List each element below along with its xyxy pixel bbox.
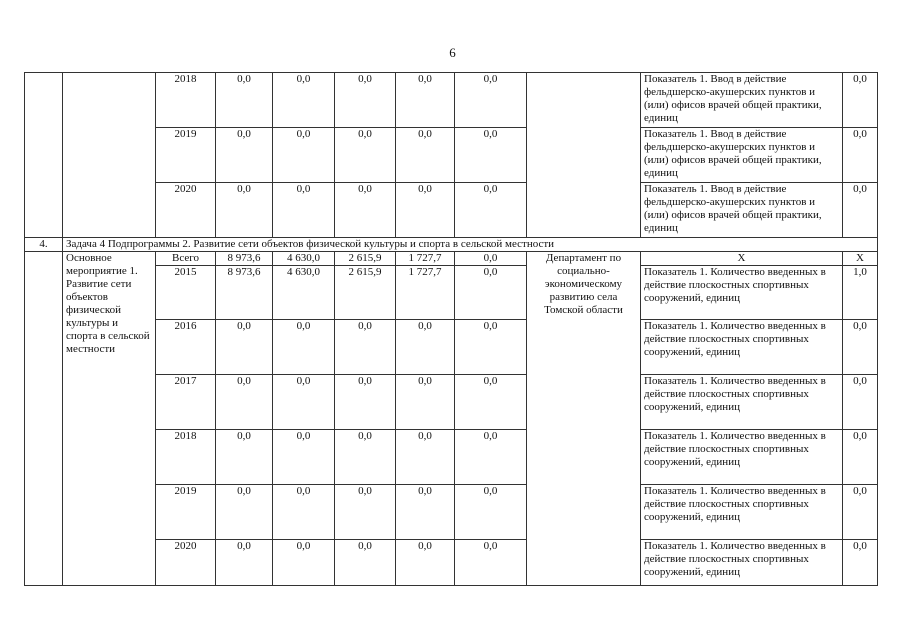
target-cell: 0,0 [843, 183, 878, 238]
value-cell: 0,0 [396, 183, 455, 238]
value-cell: 8 973,6 [216, 252, 273, 266]
value-cell: 0,0 [216, 485, 273, 540]
value-cell: 0,0 [216, 430, 273, 485]
value-cell: 0,0 [455, 183, 527, 238]
value-cell: 0,0 [216, 375, 273, 430]
page-number: 6 [449, 45, 456, 60]
value-cell: 0,0 [335, 430, 396, 485]
value-cell: 2 615,9 [335, 252, 396, 266]
num-cell [25, 252, 63, 586]
department-cell: Департамент по социально-экономическому развитию села Томской области [527, 252, 641, 586]
target-cell: 0,0 [843, 320, 878, 375]
value-cell: 0,0 [335, 73, 396, 128]
value-cell: 0,0 [396, 540, 455, 586]
indicator-cell: Показатель 1. Ввод в действие фельдшерско-акушерских пунктов и (или) офисов врачей общей практики, единиц [641, 128, 843, 183]
value-cell: 1 727,7 [396, 266, 455, 320]
year-cell: 2016 [156, 320, 216, 375]
year-cell: 2019 [156, 485, 216, 540]
value-cell: 0,0 [396, 128, 455, 183]
value-cell: 0,0 [273, 320, 335, 375]
value-cell: 0,0 [455, 320, 527, 375]
value-cell: 0,0 [455, 266, 527, 320]
value-cell: 0,0 [216, 320, 273, 375]
target-cell: 0,0 [843, 375, 878, 430]
program-table [24, 72, 878, 586]
value-cell: 0,0 [335, 183, 396, 238]
year-cell: 2020 [156, 183, 216, 238]
value-cell: 0,0 [273, 73, 335, 128]
value-cell: 0,0 [273, 540, 335, 586]
value-cell: 8 973,6 [216, 266, 273, 320]
value-cell: 0,0 [335, 128, 396, 183]
target-cell: 0,0 [843, 430, 878, 485]
target-cell: 0,0 [843, 540, 878, 586]
value-cell: 2 615,9 [335, 266, 396, 320]
target-cell: 1,0 [843, 266, 878, 320]
value-cell: 0,0 [216, 540, 273, 586]
value-cell: 0,0 [216, 183, 273, 238]
year-cell: Всего [156, 252, 216, 266]
year-cell: 2019 [156, 128, 216, 183]
value-cell: 0,0 [273, 128, 335, 183]
task-row [25, 238, 878, 252]
activity-cell [63, 73, 156, 238]
value-cell: 0,0 [335, 540, 396, 586]
table-row [25, 252, 878, 266]
target-cell: 0,0 [843, 128, 878, 183]
indicator-cell: Х [641, 252, 843, 266]
value-cell: 0,0 [216, 128, 273, 183]
year-cell: 2018 [156, 430, 216, 485]
indicator-cell: Показатель 1. Количество введенных в действие плоскостных спортивных сооружений, единиц [641, 266, 843, 320]
indicator-cell: Показатель 1. Количество введенных в действие плоскостных спортивных сооружений, единиц [641, 485, 843, 540]
value-cell: 0,0 [396, 485, 455, 540]
department-cell [527, 73, 641, 238]
value-cell: 0,0 [396, 320, 455, 375]
value-cell: 0,0 [335, 375, 396, 430]
value-cell: 0,0 [455, 73, 527, 128]
task-title: Задача 4 Подпрограммы 2. Развитие сети объектов физической культуры и спорта в сельской местности [63, 238, 878, 252]
value-cell: 0,0 [273, 485, 335, 540]
value-cell: 0,0 [273, 183, 335, 238]
indicator-cell: Показатель 1. Ввод в действие фельдшерско-акушерских пунктов и (или) офисов врачей общей практики, единиц [641, 183, 843, 238]
value-cell: 0,0 [455, 540, 527, 586]
value-cell: 0,0 [273, 430, 335, 485]
target-cell: Х [843, 252, 878, 266]
value-cell: 0,0 [216, 73, 273, 128]
indicator-cell: Показатель 1. Ввод в действие фельдшерско-акушерских пунктов и (или) офисов врачей общей практики, единиц [641, 73, 843, 128]
indicator-cell: Показатель 1. Количество введенных в действие плоскостных спортивных сооружений, единиц [641, 320, 843, 375]
value-cell: 1 727,7 [396, 252, 455, 266]
value-cell: 0,0 [455, 128, 527, 183]
target-cell: 0,0 [843, 485, 878, 540]
value-cell: 0,0 [335, 320, 396, 375]
value-cell: 0,0 [396, 375, 455, 430]
value-cell: 4 630,0 [273, 266, 335, 320]
target-cell: 0,0 [843, 73, 878, 128]
activity-name: Основное мероприятие 1. Развитие сети объектов физической культуры и спорта в сельской местности [63, 252, 156, 586]
value-cell: 0,0 [396, 73, 455, 128]
year-cell: 2015 [156, 266, 216, 320]
indicator-cell: Показатель 1. Количество введенных в действие плоскостных спортивных сооружений, единиц [641, 375, 843, 430]
num-cell [25, 73, 63, 238]
year-cell: 2017 [156, 375, 216, 430]
year-cell: 2018 [156, 73, 216, 128]
value-cell: 0,0 [335, 485, 396, 540]
indicator-cell: Показатель 1. Количество введенных в действие плоскостных спортивных сооружений, единиц [641, 540, 843, 586]
value-cell: 0,0 [273, 375, 335, 430]
value-cell: 0,0 [455, 430, 527, 485]
value-cell: 4 630,0 [273, 252, 335, 266]
value-cell: 0,0 [455, 375, 527, 430]
value-cell: 0,0 [455, 485, 527, 540]
year-cell: 2020 [156, 540, 216, 586]
table-row [25, 73, 878, 128]
value-cell: 0,0 [455, 252, 527, 266]
task-number: 4. [25, 238, 63, 252]
indicator-cell: Показатель 1. Количество введенных в действие плоскостных спортивных сооружений, единиц [641, 430, 843, 485]
value-cell: 0,0 [396, 430, 455, 485]
